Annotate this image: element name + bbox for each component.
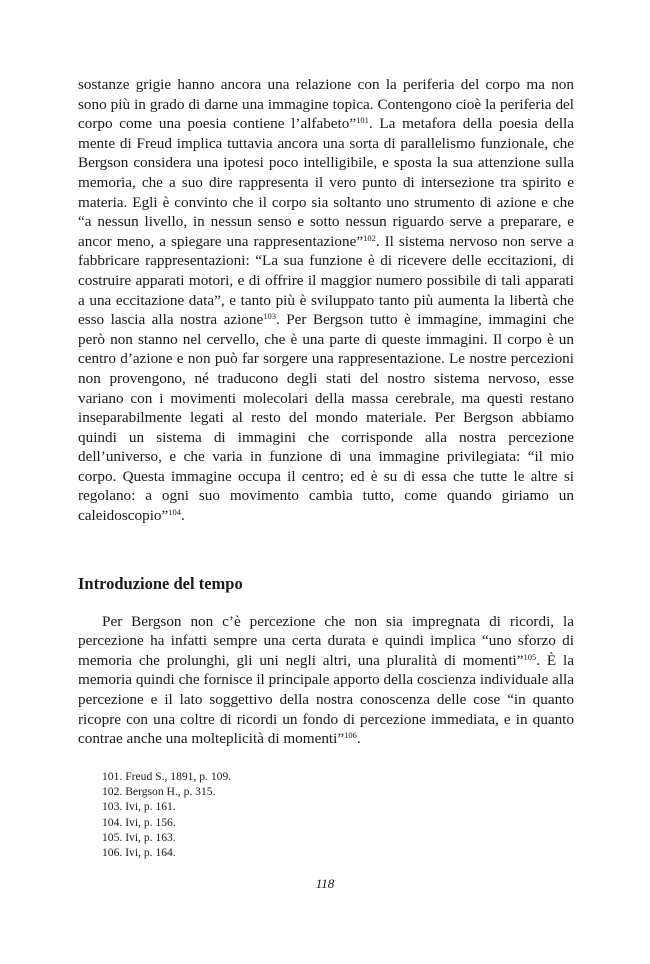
text-run: . Per Bergson tutto è immagine, immagini che però non stanno nel cervello, che è una parte di queste immagini. Il corpo è un centro d’azione e non può far sorgere una rappresentazione. Le nostre percezioni non provengono, né traducono degli stati del nostro sistema nervoso, esse variano con i movimenti molecolari della massa cerebrale, ma questi restano inseparabilmente legati al resto del mondo materiale. Per Bergson abbiamo quindi un sistema di immagini che corrisponde alla nostra percezione dell’universo, e che varia in funzione di una immagine privilegiata: “il mio corpo. Questa immagine occupa il centro; ed è su di essa che tutte le altre si regolano: a ogni suo movimento cambia tutto, come quando giriamo un caleidoscopio” [78, 311, 574, 525]
text-run: . Il sistema nervoso non serve a fabbricare rappresentazioni: “La sua funzione è di ricevere delle eccitazioni, di costruire apparati motori, e di offrire il maggior numero possibile di tali apparati a una eccitazione data”, e tanto più è sviluppato tanto più aumenta la libertà che esso lascia alla nostra azione [78, 232, 575, 329]
footnote-106: 106. Ivi, p. 164. [102, 846, 176, 860]
footnote-104: 104. Ivi, p. 156. [102, 815, 176, 829]
footnote-ref-104: 104 [168, 507, 181, 518]
footnote-105: 105. Ivi, p. 163. [102, 831, 176, 844]
text-run: Per Bergson non c’è percezione che non sia impregnata di ricordi, la percezione ha infatti sempre una certa durata e quindi implica “uno sforzo di memoria che prolunghi, gli uni negli altri, una pluralità di momenti” [78, 612, 574, 669]
section-text [78, 612, 574, 749]
paragraph-2 [78, 612, 574, 749]
text-run: . [181, 507, 185, 525]
footnote-101: 101. Freud S., 1891, p. 109. [102, 769, 232, 783]
footnote-ref-103: 103 [263, 311, 276, 322]
text-run: . [356, 730, 361, 748]
paragraph-1 [78, 75, 574, 526]
footnote-ref-102: 102 [363, 232, 376, 243]
footnote-103: 103. Ivi, p. 161. [102, 800, 176, 814]
footnote-list [78, 769, 574, 861]
text-run: sostanze grigie hanno ancora una relazione con la periferia del corpo ma non sono più in grado di darne una immagine topica. Contengono cioè la periferia del corpo come una poesia contiene l’alfabeto” [78, 76, 574, 133]
text-run: . È la memoria quindi che fornisce il principale apporto della coscienza individuale alla percezione e il lato soggettivo della nostra conoscenza delle cose “in quanto ricopre con una coltre di ricordi un fondo di percezione immediata, e in quanto contrae anche una molteplicità di momenti” [78, 651, 574, 748]
footnote-102: 102. Bergson H., p. 315. [102, 785, 216, 799]
footnote-ref-105: 105 [523, 651, 537, 662]
section-title: Introduzione del tempo [78, 573, 243, 593]
footnote-ref-101: 101 [356, 115, 369, 126]
page-number: 118 [315, 876, 335, 891]
main-text [78, 75, 574, 526]
footnote-ref-106: 106 [344, 730, 357, 741]
text-run: . La metafora della poesia della mente di Freud implica tuttavia ancora una sorta di parallelismo funzionale, che Bergson considera una ipotesi poco intelligibile, e sposta la sua attenzione sulla memoria, che a suo dire rappresenta il vero punto di intersezione tra spirito e materia. Egli è convinto che il corpo sia soltanto uno strumento di azione e che “a nessun livello, in nessun senso e sotto nessun riguardo serve a preparare, e ancor meno, a spiegare una rappresentazione” [78, 115, 574, 250]
page-body [78, 75, 574, 861]
